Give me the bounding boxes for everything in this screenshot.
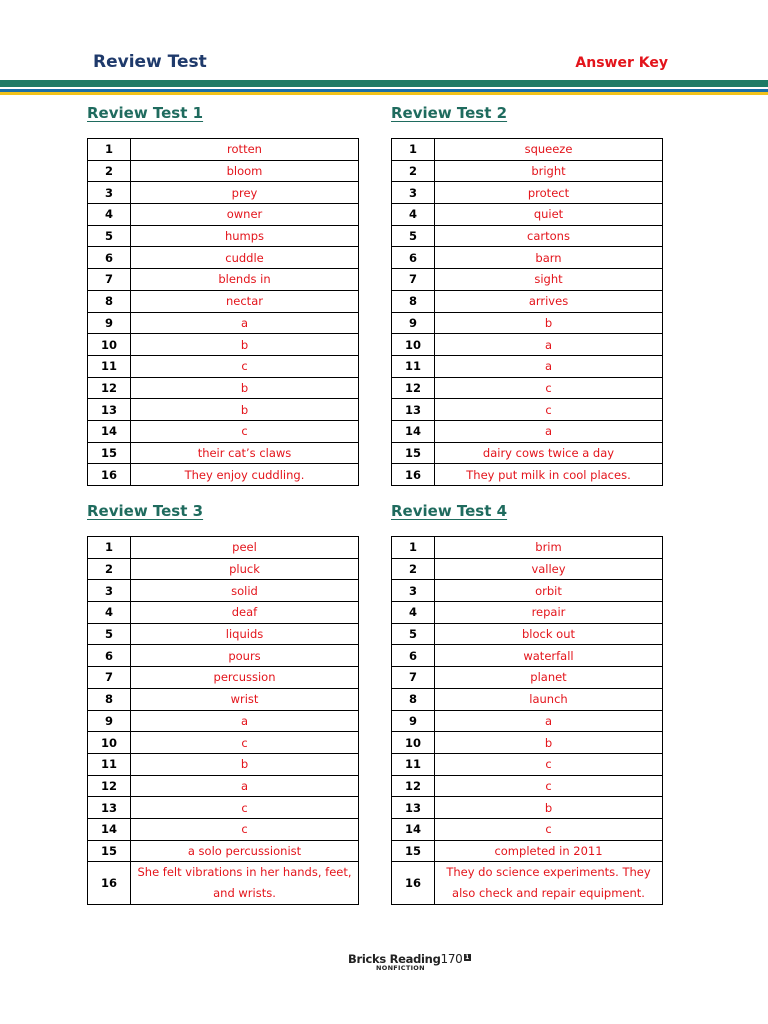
table-row — [88, 688, 359, 710]
table-row — [88, 710, 359, 732]
answer-cell: They do science experiments. They also check and repair equipment. — [435, 862, 663, 905]
table-row — [88, 818, 359, 840]
table-row — [88, 862, 359, 905]
answer-cell: rotten — [131, 139, 359, 161]
answer-cell: b — [435, 732, 663, 754]
table-row — [88, 247, 359, 269]
question-number: 2 — [88, 558, 131, 580]
question-number: 3 — [392, 182, 435, 204]
question-number: 15 — [88, 442, 131, 464]
answer-cell: valley — [435, 558, 663, 580]
question-number: 4 — [88, 602, 131, 624]
question-number: 7 — [88, 269, 131, 291]
table-row — [88, 667, 359, 689]
book-number-icon: 1 — [465, 954, 469, 961]
question-number: 5 — [88, 623, 131, 645]
answer-cell: cuddle — [131, 247, 359, 269]
question-number: 15 — [392, 840, 435, 862]
table-row — [88, 269, 359, 291]
answer-cell: peel — [131, 537, 359, 559]
table-row — [392, 290, 663, 312]
question-number: 1 — [392, 537, 435, 559]
table-row — [88, 732, 359, 754]
table-row — [88, 645, 359, 667]
answer-cell: c — [435, 753, 663, 775]
table-row — [88, 840, 359, 862]
question-number: 14 — [392, 818, 435, 840]
answer-cell: a — [131, 775, 359, 797]
footer-logo — [348, 952, 478, 976]
answer-table — [391, 138, 663, 486]
table-row — [392, 204, 663, 226]
table-row — [88, 602, 359, 624]
question-number: 8 — [392, 290, 435, 312]
answer-cell: c — [435, 818, 663, 840]
question-number: 13 — [88, 399, 131, 421]
question-number: 3 — [88, 580, 131, 602]
table-row — [392, 182, 663, 204]
answer-cell: arrives — [435, 290, 663, 312]
question-number: 4 — [88, 204, 131, 226]
table-row — [392, 602, 663, 624]
answer-cell: b — [131, 377, 359, 399]
table-row — [88, 623, 359, 645]
table-row — [392, 558, 663, 580]
question-number: 16 — [88, 862, 131, 905]
answer-cell: wrist — [131, 688, 359, 710]
table-row — [392, 355, 663, 377]
table-row — [88, 377, 359, 399]
table-row — [392, 645, 663, 667]
question-number: 8 — [392, 688, 435, 710]
answer-cell: a — [435, 710, 663, 732]
answer-cell: deaf — [131, 602, 359, 624]
section-title: Review Test 4 — [391, 502, 508, 520]
answer-cell: c — [131, 355, 359, 377]
question-number: 5 — [392, 623, 435, 645]
question-number: 9 — [88, 312, 131, 334]
answer-cell: cartons — [435, 225, 663, 247]
answer-cell: bright — [435, 160, 663, 182]
table-row — [392, 312, 663, 334]
stripe-yellow — [0, 92, 768, 95]
answer-cell: b — [435, 312, 663, 334]
question-number: 8 — [88, 290, 131, 312]
answer-cell: pours — [131, 645, 359, 667]
brand-name: Bricks Reading — [348, 952, 441, 966]
answer-cell: a — [131, 710, 359, 732]
answer-cell: block out — [435, 623, 663, 645]
answer-cell: c — [131, 732, 359, 754]
answer-cell: c — [131, 797, 359, 819]
table-row — [392, 667, 663, 689]
answer-cell: brim — [435, 537, 663, 559]
answer-cell: b — [131, 399, 359, 421]
question-number: 13 — [88, 797, 131, 819]
table-row — [88, 580, 359, 602]
question-number: 2 — [88, 160, 131, 182]
question-number: 2 — [392, 558, 435, 580]
question-number: 7 — [88, 667, 131, 689]
footer-subtitle: NONFICTION — [376, 964, 425, 972]
question-number: 6 — [392, 645, 435, 667]
answer-cell: blends in — [131, 269, 359, 291]
question-number: 14 — [88, 818, 131, 840]
section-title: Review Test 2 — [391, 104, 508, 122]
answer-cell: a — [435, 355, 663, 377]
question-number: 1 — [88, 139, 131, 161]
table-row — [88, 753, 359, 775]
answer-key-label: Answer Key — [575, 55, 668, 71]
table-row — [392, 464, 663, 486]
question-number: 15 — [88, 840, 131, 862]
question-number: 5 — [392, 225, 435, 247]
answer-cell: nectar — [131, 290, 359, 312]
table-row — [392, 269, 663, 291]
question-number: 3 — [392, 580, 435, 602]
question-number: 6 — [88, 247, 131, 269]
question-number: 9 — [392, 312, 435, 334]
answer-table — [87, 536, 359, 905]
question-number: 13 — [392, 399, 435, 421]
table-row — [392, 160, 663, 182]
question-number: 5 — [88, 225, 131, 247]
question-number: 16 — [392, 862, 435, 905]
answer-cell: protect — [435, 182, 663, 204]
question-number: 11 — [88, 753, 131, 775]
answer-cell: waterfall — [435, 645, 663, 667]
answer-cell: a — [435, 420, 663, 442]
question-number: 16 — [392, 464, 435, 486]
answer-table — [391, 536, 663, 905]
answer-cell: owner — [131, 204, 359, 226]
table-row — [392, 442, 663, 464]
question-number: 4 — [392, 204, 435, 226]
question-number: 12 — [392, 377, 435, 399]
answer-cell: c — [435, 399, 663, 421]
table-row — [392, 399, 663, 421]
answer-cell: a solo percussionist — [131, 840, 359, 862]
answer-cell: dairy cows twice a day — [435, 442, 663, 464]
question-number: 9 — [392, 710, 435, 732]
table-row — [392, 225, 663, 247]
table-row — [88, 334, 359, 356]
question-number: 15 — [392, 442, 435, 464]
table-row — [88, 537, 359, 559]
answer-cell: their cat’s claws — [131, 442, 359, 464]
section-title: Review Test 1 — [87, 104, 204, 122]
table-row — [392, 537, 663, 559]
answer-cell: planet — [435, 667, 663, 689]
table-row — [88, 797, 359, 819]
answer-cell: c — [435, 775, 663, 797]
table-row — [88, 464, 359, 486]
question-number: 1 — [88, 537, 131, 559]
table-row — [392, 862, 663, 905]
table-row — [392, 247, 663, 269]
question-number: 13 — [392, 797, 435, 819]
question-number: 10 — [88, 334, 131, 356]
section-title: Review Test 3 — [87, 502, 204, 520]
answer-cell: c — [131, 818, 359, 840]
table-row — [88, 225, 359, 247]
answer-cell: completed in 2011 — [435, 840, 663, 862]
answer-table — [87, 138, 359, 486]
table-row — [392, 710, 663, 732]
table-row — [392, 420, 663, 442]
answer-cell: prey — [131, 182, 359, 204]
question-number: 1 — [392, 139, 435, 161]
question-number: 3 — [88, 182, 131, 204]
answer-cell: squeeze — [435, 139, 663, 161]
answer-cell: a — [131, 312, 359, 334]
table-row — [392, 840, 663, 862]
question-number: 8 — [88, 688, 131, 710]
question-number: 11 — [88, 355, 131, 377]
answer-cell: solid — [131, 580, 359, 602]
question-number: 11 — [392, 753, 435, 775]
page-title: Review Test — [93, 52, 207, 72]
table-row — [88, 355, 359, 377]
question-number: 11 — [392, 355, 435, 377]
question-number: 2 — [392, 160, 435, 182]
answer-cell: quiet — [435, 204, 663, 226]
table-row — [392, 623, 663, 645]
answer-cell: liquids — [131, 623, 359, 645]
answer-cell: b — [131, 334, 359, 356]
question-number: 12 — [88, 377, 131, 399]
question-number: 4 — [392, 602, 435, 624]
table-row — [392, 775, 663, 797]
answer-cell: c — [131, 420, 359, 442]
table-row — [392, 139, 663, 161]
table-row — [88, 420, 359, 442]
answer-cell: b — [131, 753, 359, 775]
question-number: 9 — [88, 710, 131, 732]
answer-cell: She felt vibrations in her hands, feet, and wrists. — [131, 862, 359, 905]
stripe-green — [0, 80, 768, 87]
question-number: 6 — [88, 645, 131, 667]
table-row — [88, 139, 359, 161]
table-row — [392, 334, 663, 356]
brand-level: 170 — [440, 952, 463, 966]
answer-cell: a — [435, 334, 663, 356]
review-test-2 — [391, 104, 663, 486]
answer-cell: pluck — [131, 558, 359, 580]
answer-cell: c — [435, 377, 663, 399]
table-row — [88, 160, 359, 182]
question-number: 10 — [392, 732, 435, 754]
table-row — [392, 377, 663, 399]
question-number: 14 — [392, 420, 435, 442]
answer-cell: bloom — [131, 160, 359, 182]
table-row — [88, 558, 359, 580]
question-number: 16 — [88, 464, 131, 486]
answer-cell: orbit — [435, 580, 663, 602]
question-number: 7 — [392, 269, 435, 291]
answer-cell: repair — [435, 602, 663, 624]
question-number: 6 — [392, 247, 435, 269]
table-row — [392, 797, 663, 819]
review-test-3 — [87, 502, 359, 905]
answer-cell: percussion — [131, 667, 359, 689]
answer-cell: sight — [435, 269, 663, 291]
question-number: 12 — [392, 775, 435, 797]
table-row — [392, 753, 663, 775]
answer-cell: They put milk in cool places. — [435, 464, 663, 486]
table-row — [392, 732, 663, 754]
question-number: 10 — [88, 732, 131, 754]
answer-cell: launch — [435, 688, 663, 710]
answer-cell: They enjoy cuddling. — [131, 464, 359, 486]
table-row — [392, 818, 663, 840]
table-row — [392, 688, 663, 710]
review-test-1 — [87, 104, 359, 486]
table-row — [88, 182, 359, 204]
table-row — [88, 290, 359, 312]
question-number: 14 — [88, 420, 131, 442]
answer-cell: b — [435, 797, 663, 819]
answer-cell: humps — [131, 225, 359, 247]
header-stripes — [0, 80, 768, 95]
question-number: 7 — [392, 667, 435, 689]
table-row — [88, 204, 359, 226]
table-row — [88, 312, 359, 334]
review-test-4 — [391, 502, 663, 905]
table-row — [88, 399, 359, 421]
table-row — [392, 580, 663, 602]
question-number: 10 — [392, 334, 435, 356]
table-row — [88, 442, 359, 464]
answer-cell: barn — [435, 247, 663, 269]
question-number: 12 — [88, 775, 131, 797]
table-row — [88, 775, 359, 797]
